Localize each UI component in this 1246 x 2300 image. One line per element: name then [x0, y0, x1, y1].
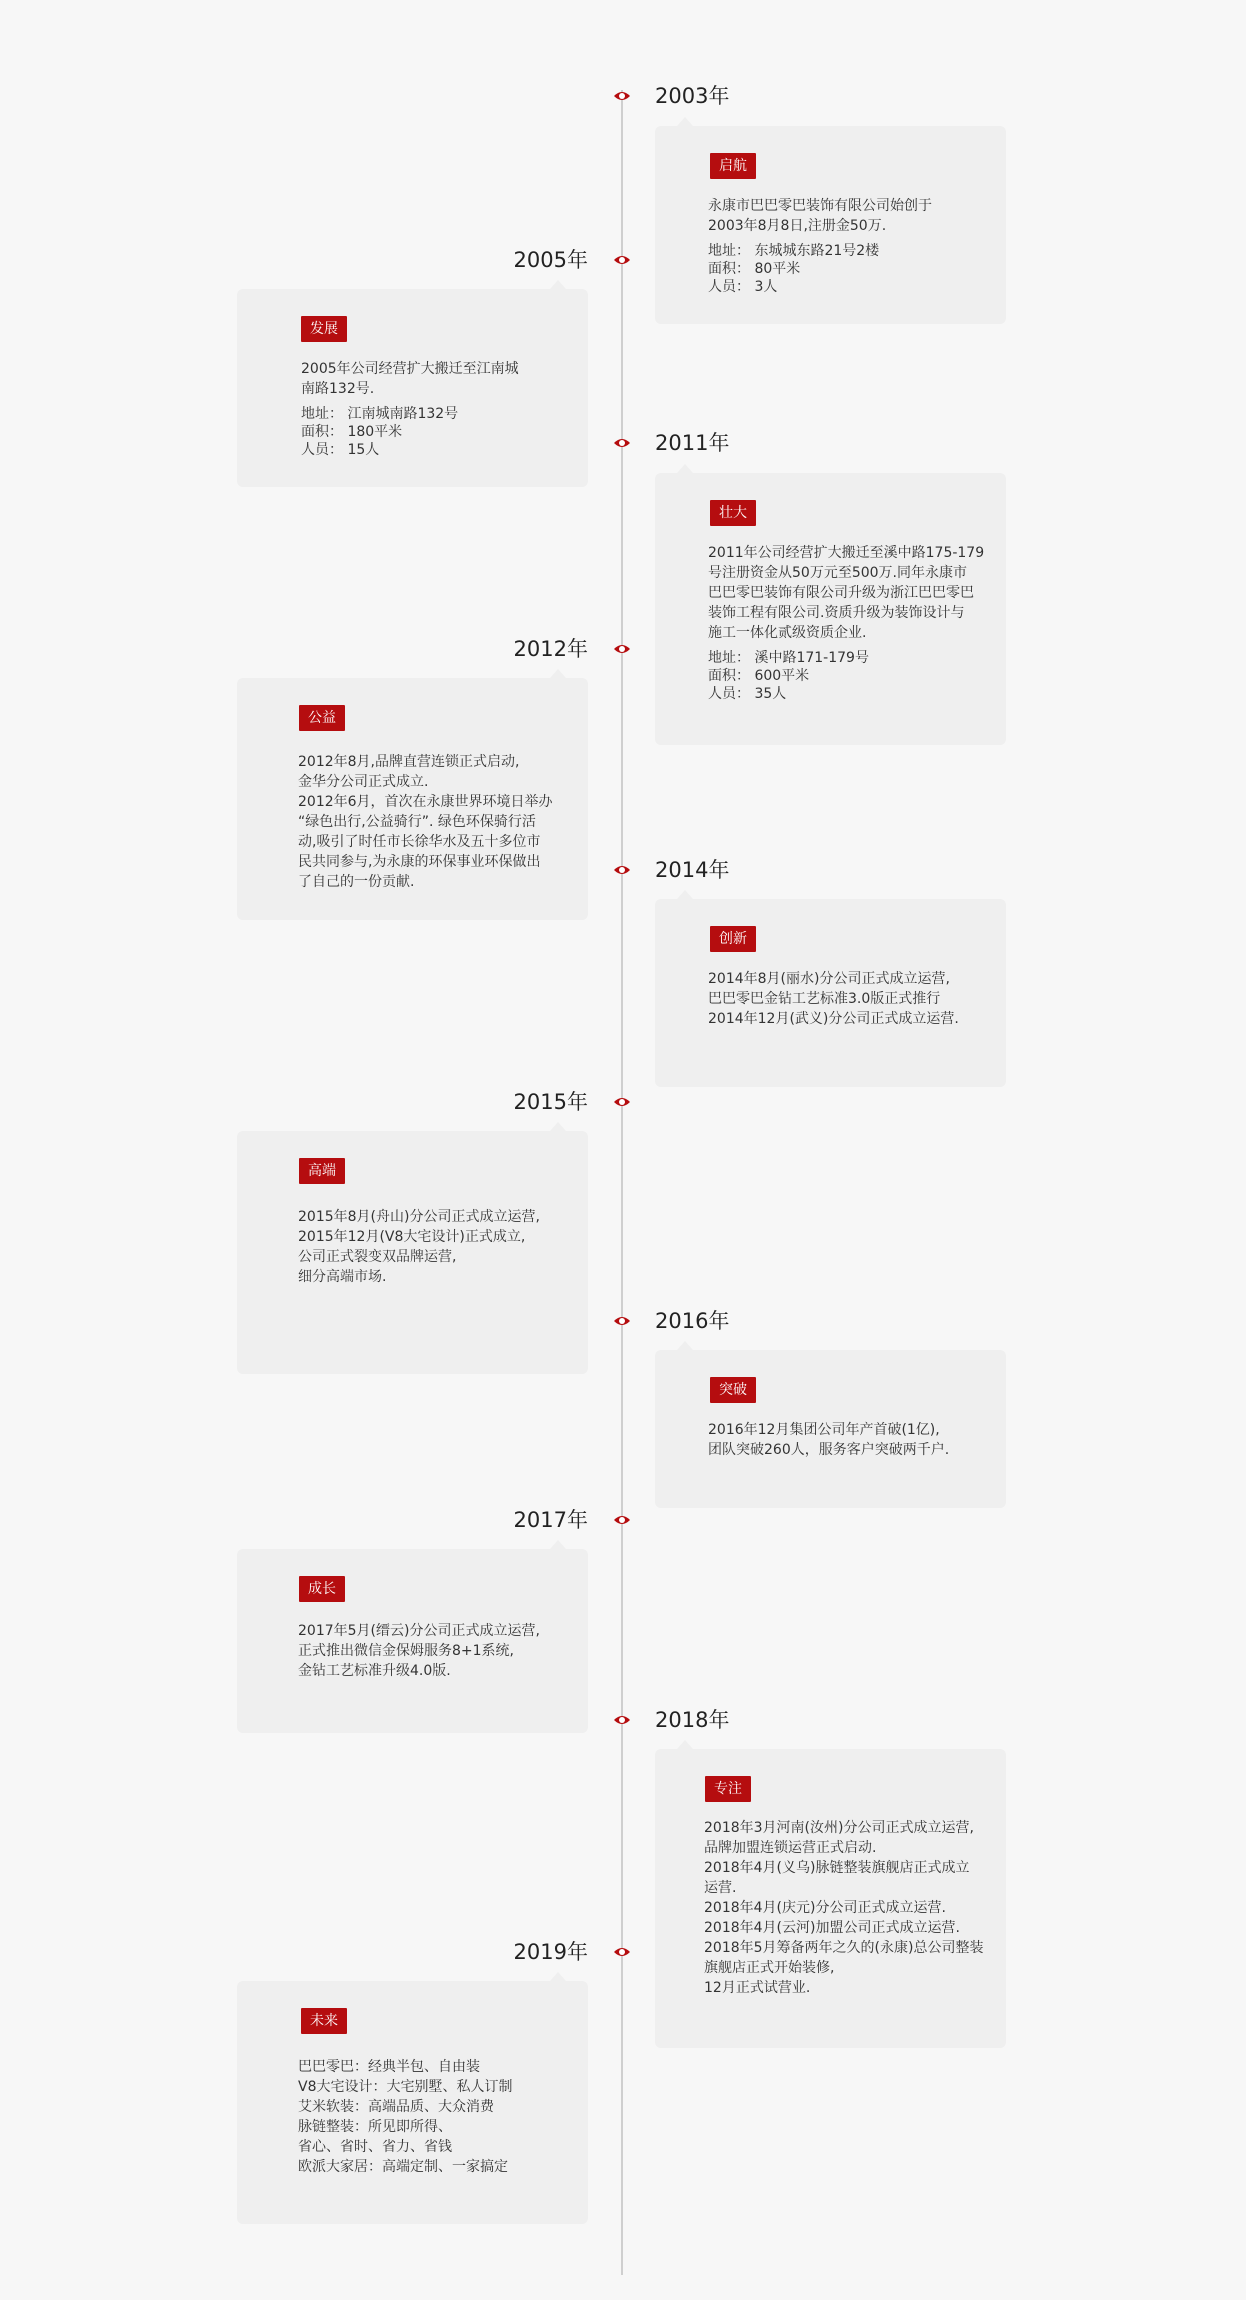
timeline-marker-icon [612, 1510, 632, 1530]
event-card [655, 473, 1006, 745]
event-description [298, 1207, 540, 1287]
timeline-marker-icon [612, 250, 632, 270]
description-line: 2014年8月(丽水)分公司正式成立运营, [708, 971, 950, 987]
description-line: 2018年3月河南(汝州)分公司正式成立运营, [704, 1820, 974, 1836]
info-line: 人员： 35人 [708, 686, 787, 702]
info-line: 面积： 80平米 [708, 261, 801, 277]
card-pointer [550, 669, 566, 678]
description-line: 2015年8月(舟山)分公司正式成立运营, [298, 1209, 540, 1225]
event-description [708, 196, 932, 296]
card-pointer [550, 1540, 566, 1549]
event-card [237, 1981, 588, 2224]
description-line: 2012年6月，首次在永康世界环境日举办 [298, 794, 553, 810]
timeline-marker-icon [612, 1710, 632, 1730]
description-line: 2011年公司经营扩大搬迁至溪中路175-179 [708, 545, 985, 561]
description-line: 2003年8月8日,注册金50万. [708, 218, 887, 234]
event-tag-badge: 发展 [301, 316, 347, 342]
description-line: 省心、省时、省力、省钱 [298, 2139, 452, 2155]
event-description [708, 969, 959, 1029]
event-card [237, 289, 588, 487]
description-line: 巴巴零巴：经典半包、自由装 [298, 2059, 480, 2075]
timeline-marker-icon [612, 1092, 632, 1112]
year-label: 2014年 [655, 858, 730, 882]
description-line: 2018年4月(义乌)脉链整装旗舰店正式成立 [704, 1860, 970, 1876]
description-line: 金华分公司正式成立. [298, 774, 429, 790]
company-info [708, 242, 932, 296]
event-card [237, 1131, 588, 1374]
year-label: 2003年 [655, 84, 730, 108]
info-line: 面积： 180平米 [301, 424, 403, 440]
description-line: 金钻工艺标准升级4.0版. [298, 1663, 451, 1679]
timeline-marker-icon [612, 86, 632, 106]
event-tag-badge: 启航 [710, 153, 756, 179]
description-line: 施工一体化贰级资质企业. [708, 625, 867, 641]
event-description [708, 543, 984, 703]
year-label: 2019年 [513, 1940, 588, 1964]
card-pointer [677, 117, 693, 126]
timeline-marker-icon [612, 639, 632, 659]
description-line: 艾米软装：高端品质、大众消费 [298, 2099, 494, 2115]
year-label: 2011年 [655, 431, 730, 455]
description-line: 旗舰店正式开始装修, [704, 1960, 835, 1976]
card-pointer [677, 890, 693, 899]
description-line: 团队突破260人，服务客户突破两千户. [708, 1442, 950, 1458]
card-pointer [677, 1341, 693, 1350]
description-line: 号注册资金从50万元至500万.同年永康市 [708, 565, 967, 581]
year-label: 2015年 [513, 1090, 588, 1114]
description-line: 运营. [704, 1880, 737, 1896]
description-line: 2018年4月(云河)加盟公司正式成立运营. [704, 1920, 960, 1936]
event-tag-badge: 未来 [301, 2008, 347, 2034]
event-tag-badge: 壮大 [710, 500, 756, 526]
description-line: 永康市巴巴零巴装饰有限公司始创于 [708, 198, 932, 214]
event-description [704, 1818, 983, 1998]
description-line: “绿色出行,公益骑行”. 绿色环保骑行活 [298, 814, 536, 830]
event-tag-badge: 高端 [299, 1158, 345, 1184]
info-line: 人员： 3人 [708, 279, 778, 295]
event-description [301, 359, 519, 459]
description-line: 品牌加盟连锁运营正式启动. [704, 1840, 877, 1856]
description-line: 巴巴零巴金钻工艺标准3.0版正式推行 [708, 991, 941, 1007]
card-pointer [550, 280, 566, 289]
info-line: 地址： 溪中路171-179号 [708, 650, 869, 666]
event-description [298, 2057, 512, 2177]
event-card [655, 126, 1006, 324]
timeline-marker-icon [612, 860, 632, 880]
event-description [708, 1420, 949, 1460]
event-card [655, 1749, 1006, 2048]
event-card [237, 1549, 588, 1733]
event-tag-badge: 创新 [710, 926, 756, 952]
description-line: 动,吸引了时任市长徐华水及五十多位市 [298, 834, 541, 850]
timeline-marker-icon [612, 1311, 632, 1331]
timeline-marker-icon [612, 1942, 632, 1962]
event-description [298, 752, 553, 892]
description-line: 巴巴零巴装饰有限公司升级为浙江巴巴零巴 [708, 585, 974, 601]
description-line: V8大宅设计：大宅别墅、私人订制 [298, 2079, 513, 2095]
description-line: 脉链整装：所见即所得、 [298, 2119, 452, 2135]
event-description [298, 1621, 540, 1681]
description-line: 2014年12月(武义)分公司正式成立运营. [708, 1011, 959, 1027]
event-tag-badge: 专注 [705, 1776, 751, 1802]
description-line: 2015年12月(V8大宅设计)正式成立, [298, 1229, 526, 1245]
card-pointer [550, 1972, 566, 1981]
card-pointer [550, 1122, 566, 1131]
event-card [655, 899, 1006, 1087]
card-pointer [677, 464, 693, 473]
year-label: 2005年 [513, 248, 588, 272]
description-line: 装饰工程有限公司.资质升级为装饰设计与 [708, 605, 965, 621]
card-pointer [677, 1740, 693, 1749]
event-card [237, 678, 588, 920]
info-line: 人员： 15人 [301, 442, 380, 458]
info-line: 地址： 江南城南路132号 [301, 406, 459, 422]
description-line: 2018年5月筹备两年之久的(永康)总公司整装 [704, 1940, 984, 1956]
description-line: 公司正式裂变双品牌运营, [298, 1249, 457, 1265]
description-line: 南路132号. [301, 381, 375, 397]
company-info [301, 405, 519, 459]
description-line: 欧派大家居：高端定制、一家搞定 [298, 2159, 508, 2175]
event-card [655, 1350, 1006, 1508]
info-line: 地址： 东城城东路21号2楼 [708, 243, 880, 259]
event-tag-badge: 公益 [299, 705, 345, 731]
description-line: 2012年8月,品牌直营连锁正式启动, [298, 754, 520, 770]
description-line: 2016年12月集团公司年产首破(1亿), [708, 1422, 940, 1438]
year-label: 2016年 [655, 1309, 730, 1333]
year-label: 2017年 [513, 1508, 588, 1532]
description-line: 民共同参与,为永康的环保事业环保做出 [298, 854, 541, 870]
description-line: 细分高端市场. [298, 1269, 387, 1285]
company-info [708, 649, 984, 703]
description-line: 2018年4月(庆元)分公司正式成立运营. [704, 1900, 946, 1916]
timeline-marker-icon [612, 433, 632, 453]
description-line: 2005年公司经营扩大搬迁至江南城 [301, 361, 519, 377]
description-line: 12月正式试营业. [704, 1980, 811, 1996]
info-line: 面积： 600平米 [708, 668, 810, 684]
year-label: 2012年 [513, 637, 588, 661]
year-label: 2018年 [655, 1708, 730, 1732]
description-line: 了自己的一份贡献. [298, 874, 415, 890]
description-line: 2017年5月(缙云)分公司正式成立运营, [298, 1623, 540, 1639]
event-tag-badge: 成长 [299, 1576, 345, 1602]
description-line: 正式推出微信金保姆服务8+1系统, [298, 1643, 514, 1659]
event-tag-badge: 突破 [710, 1377, 756, 1403]
